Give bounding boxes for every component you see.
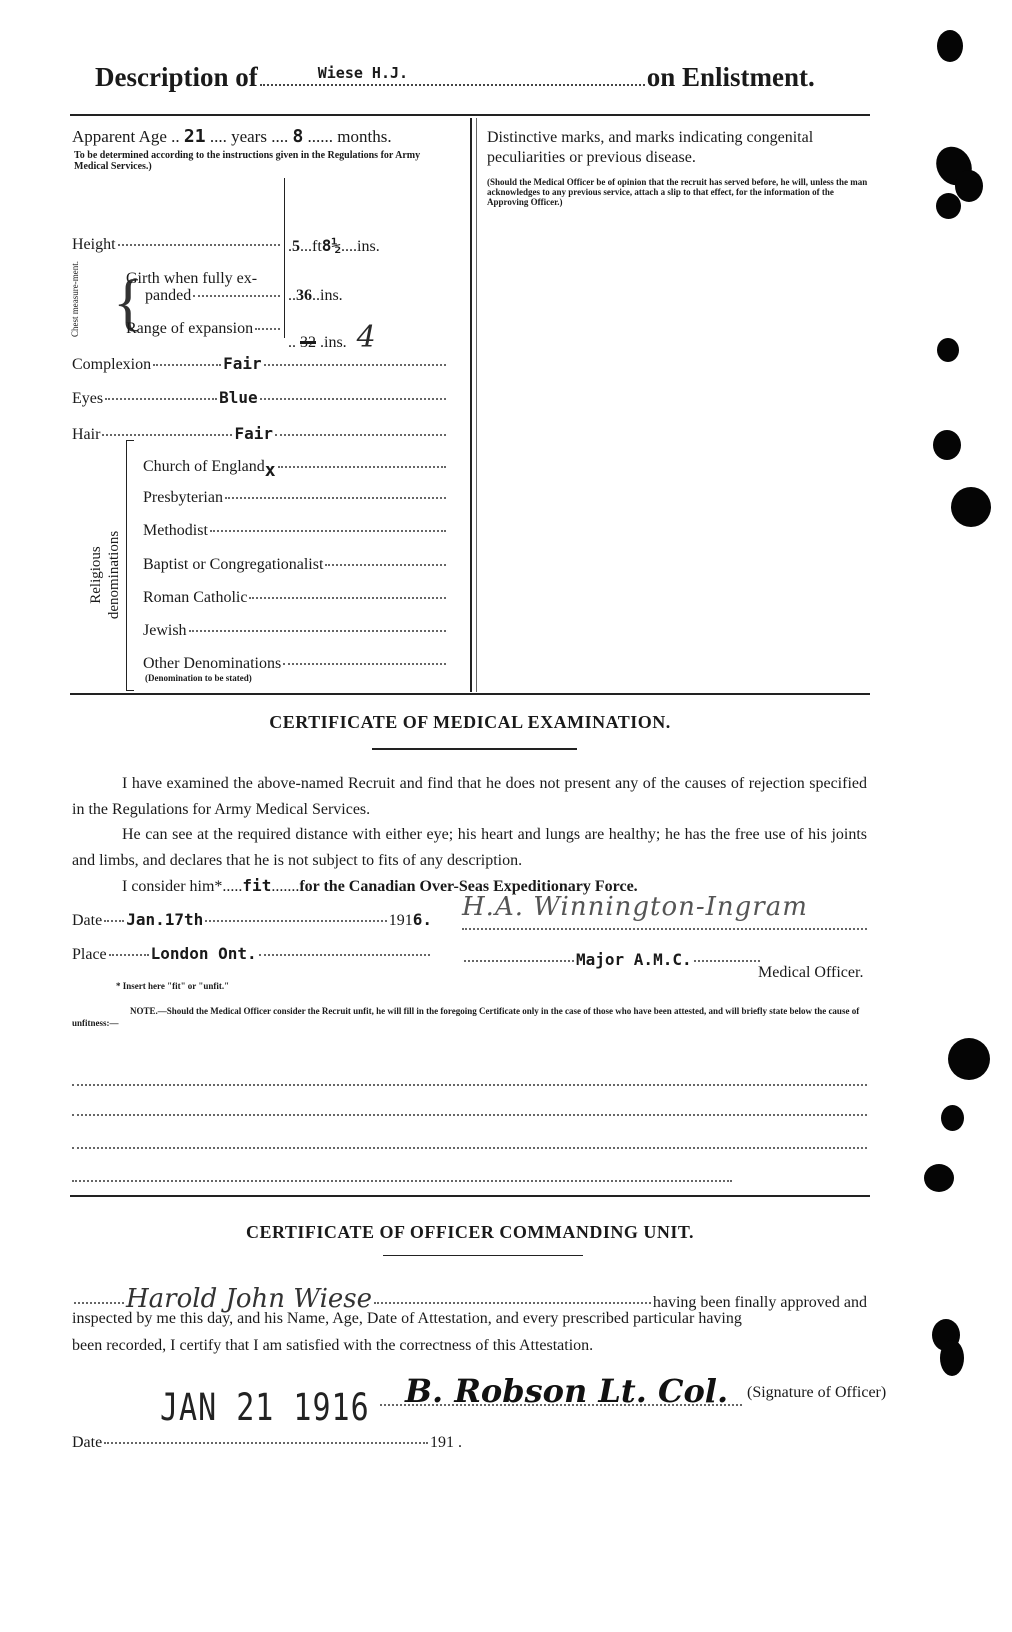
girth-unit: ins. <box>320 287 343 304</box>
height-label: Height <box>72 236 116 253</box>
date-stamp: JAN 21 1916 <box>160 1386 370 1430</box>
religion-item-label: Jewish <box>143 622 187 639</box>
medical-place-row <box>72 944 432 964</box>
distinctive-marks-heading: Distinctive marks, and marks indicating congenital peculiarities or previous disease. <box>487 129 814 166</box>
religion-item-label: Church of England <box>143 458 265 475</box>
column-divider-inner <box>476 118 477 692</box>
co-signature-line <box>380 1404 742 1406</box>
height-inches: 8½ <box>321 236 342 255</box>
punch-hole-5 <box>937 338 959 362</box>
religion-item <box>143 622 448 640</box>
religion-item-label: Baptist or Congregationalist <box>143 556 324 573</box>
year-prefix: 191 <box>388 912 413 929</box>
height-value: .5...ft8½....ins. <box>288 236 380 255</box>
medical-certificate-heading: CERTIFICATE OF MEDICAL EXAMINATION. <box>269 712 671 732</box>
value-column-divider <box>284 178 285 338</box>
medical-paragraph-1: I have examined the above-named Recruit and find that he does not present any of the causes of rejection specified in the Regulations for Army Medical Services. <box>72 775 867 818</box>
religion-label-1: Religious <box>88 546 104 604</box>
approval-text-3: been recorded, I certify that I am satisfied with the correctness of this Attestation. <box>72 1337 594 1354</box>
dotted-leader <box>225 497 446 499</box>
distinctive-marks-note: (Should the Medical Officer be of opinion that the recruit has served before, he will, unless the man acknowledges to any previous service, attach a slip to that effect, for the information of the Approving Officer.) <box>487 177 868 207</box>
religion-item <box>143 489 448 507</box>
punch-hole-10 <box>924 1164 954 1192</box>
months-label: months. <box>337 127 392 146</box>
medical-date-label: Date <box>72 912 103 929</box>
range-value-struck: 32 <box>300 334 316 351</box>
medical-bottom-rule <box>70 1195 870 1197</box>
medical-date-value: Jan.17th <box>126 910 204 929</box>
medical-date-row <box>72 910 432 930</box>
eyes-value: Blue <box>219 388 258 407</box>
consider-suffix: for the Canadian Over-Seas Expeditionary Force. <box>299 878 638 895</box>
height-feet: 5 <box>292 238 300 255</box>
medical-heading-rule <box>372 748 577 750</box>
religion-item <box>143 655 448 673</box>
fitness-value: fit <box>242 876 272 895</box>
medical-officer-signature: H.A. Winnington-Ingram <box>462 892 808 922</box>
eyes-label: Eyes <box>72 390 104 407</box>
fitness-footnote: * Insert here "fit" or "unfit." <box>116 981 230 991</box>
punch-hole-7 <box>951 487 991 527</box>
hair-value: Fair <box>234 424 273 443</box>
hair-row <box>72 424 448 444</box>
commanding-heading-rule <box>383 1255 583 1256</box>
religion-item-label: Other Denominations <box>143 655 282 672</box>
age-months-value: 8 <box>292 126 304 147</box>
year-suffix: 6. <box>412 910 432 929</box>
range-label: Range of expansion <box>126 320 254 337</box>
girth-label-1: Girth when fully ex- <box>126 270 258 287</box>
girth-value: 36 <box>296 287 312 304</box>
religion-brace <box>126 440 127 690</box>
punch-hole-1 <box>937 30 963 62</box>
dotted-leader <box>283 663 446 665</box>
recruit-full-name: Harold John Wiese <box>126 1284 373 1314</box>
hair-label: Hair <box>72 426 101 443</box>
unfitness-line-3[interactable] <box>72 1147 867 1149</box>
chest-brace: { <box>113 266 144 337</box>
approval-text-2: inspected by me this day, and his Name, Age, Date of Attestation, and every prescribed particular having <box>72 1310 742 1327</box>
girth-row <box>145 287 282 305</box>
co-date-row <box>72 1434 462 1452</box>
unfitness-line-2[interactable] <box>72 1114 867 1116</box>
religion-item-label: Roman Catholic <box>143 589 248 606</box>
title-suffix: on Enlistment. <box>646 62 815 92</box>
consider-prefix: I consider him* <box>122 878 223 895</box>
title-rule <box>70 114 870 116</box>
inches-label: ins. <box>357 238 380 255</box>
religion-item-label: Methodist <box>143 522 208 539</box>
dotted-leader <box>325 564 446 566</box>
co-date-label: Date <box>72 1434 103 1451</box>
recruit-surname: Wiese H.J. <box>317 64 409 82</box>
punch-hole-6 <box>933 430 961 460</box>
medical-place-value: London Ont. <box>150 944 257 963</box>
apparent-age-note: To be determined according to the instructions given in the Regulations for Army Medical Services.) <box>74 150 421 172</box>
commanding-certificate-heading: CERTIFICATE OF OFFICER COMMANDING UNIT. <box>245 1222 695 1242</box>
punch-hole-9 <box>941 1105 964 1131</box>
punch-hole-3 <box>955 170 983 202</box>
description-bottom-rule <box>70 693 870 695</box>
dotted-leader <box>249 597 446 599</box>
range-unit: ins. <box>324 334 347 351</box>
complexion-row <box>72 354 448 374</box>
chest-group-label: Chest measure-ment. <box>70 261 80 337</box>
girth-value-field: ..36..ins. <box>288 287 343 304</box>
range-value-field: .. 32 .ins. 4 <box>288 320 376 355</box>
religion-item <box>143 556 448 574</box>
form-title <box>95 62 815 93</box>
religion-item <box>143 522 448 540</box>
range-row <box>126 320 282 338</box>
range-value-corrected: 4 <box>356 320 376 355</box>
religion-label-2: denominations <box>106 530 122 620</box>
other-denomination-note: (Denomination to be stated) <box>145 673 252 683</box>
co-date-year: 191 . <box>430 1434 462 1451</box>
officer-rank-row <box>462 950 762 969</box>
approval-text-1: having been finally approved and <box>652 1294 867 1311</box>
years-label: years <box>231 127 267 146</box>
feet-label: ft <box>312 238 322 255</box>
fitness-statement: I consider him*.....fit.......for the Canadian Over-Seas Expeditionary Force. <box>122 876 638 895</box>
punch-hole-8 <box>948 1038 990 1080</box>
unfitness-line-4[interactable] <box>72 1180 732 1182</box>
age-years-value: 21 <box>183 126 206 147</box>
complexion-value: Fair <box>223 354 262 373</box>
medical-place-label: Place <box>72 946 107 963</box>
commanding-officer-signature: B. Robson Lt. Col. <box>405 1372 729 1410</box>
dotted-leader <box>189 630 446 632</box>
title-prefix: Description of <box>95 62 258 92</box>
unfitness-line-1[interactable] <box>72 1084 867 1086</box>
medical-paragraph-2: He can see at the required distance with either eye; his heart and lungs are healthy; he has the free use of his joints and limbs, and declares that he is not subject to fits of any description. <box>72 826 867 869</box>
apparent-age-row: Apparent Age .. 21 .... years .... 8 ...... months. <box>72 126 392 147</box>
religion-item-label: Presbyterian <box>143 489 223 506</box>
religion-brace-top <box>126 440 134 441</box>
apparent-age-label: Apparent Age <box>72 127 167 146</box>
medical-officer-title: Medical Officer. <box>758 964 864 981</box>
punch-hole-4 <box>936 193 961 219</box>
religion-item <box>143 455 448 481</box>
religion-selected-mark: x <box>264 460 276 481</box>
religion-brace-bottom <box>126 690 134 691</box>
religion-group-label <box>87 500 127 650</box>
punch-hole-12 <box>940 1340 964 1376</box>
column-divider <box>470 118 472 692</box>
signature-line <box>462 928 867 930</box>
dotted-leader <box>210 530 446 532</box>
girth-label-2: panded <box>145 287 192 304</box>
officer-rank: Major A.M.C. <box>576 950 692 969</box>
religion-item <box>143 589 448 607</box>
height-row <box>72 236 282 254</box>
eyes-row <box>72 388 448 408</box>
medical-note: NOTE.—Should the Medical Officer consider the Recruit unfit, he will fill in the foregoing Certificate only in the case of those who have been attested, and will briefly state below the cause of unfitness:— <box>72 1006 860 1028</box>
dotted-leader <box>278 466 446 468</box>
signature-of-officer-label: (Signature of Officer) <box>747 1384 887 1401</box>
complexion-label: Complexion <box>72 356 152 373</box>
